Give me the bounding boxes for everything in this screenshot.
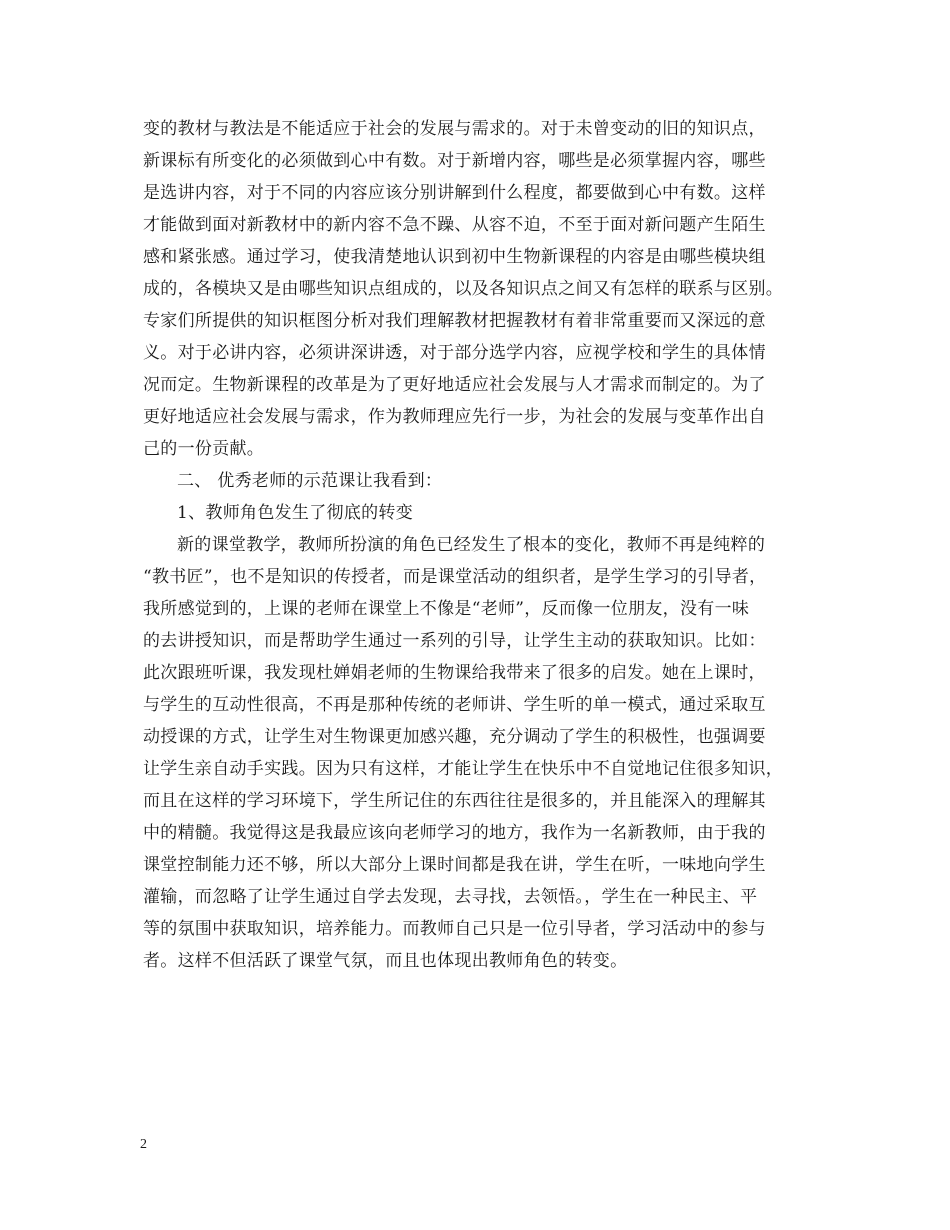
text-line: 灌输，而忽略了让学生通过自学去发现，去寻找，去领悟。，学生在一种民主、平 [143,887,758,907]
text-line: 新的课堂教学，教师所扮演的角色已经发生了根本的变化，教师不再是纯粹的 [177,535,766,555]
body-text [143,113,823,977]
text-line: 况而定。生物新课程的改革是为了更好地适应社会发展与人才需求而制定的。为了 [143,375,766,395]
text-line: 成的，各模块又是由哪些知识点组成的，以及各知识点之间又有怎样的联系与区别。 [143,279,784,299]
text-line: 义。对于必讲内容，必须讲深讲透，对于部分选学内容，应视学校和学生的具体情 [143,343,766,363]
text-line: 变的教材与教法是不能适应于社会的发展与需求的。对于未曾变动的旧的知识点， [143,119,766,139]
text-line: 感和紧张感。通过学习，使我清楚地认识到初中生物新课程的内容是由哪些模块组 [143,247,766,267]
text-line: 己的一份贡献。 [143,439,265,459]
text-line: 与学生的互动性很高，不再是那种传统的老师讲、学生听的单一模式，通过采取互 [143,695,766,715]
text-line: 新课标有所变化的必须做到心中有数。对于新增内容，哪些是必须掌握内容，哪些 [143,151,766,171]
text-line: 才能做到面对新教材中的新内容不急不躁、从容不迫，不至于面对新问题产生陌生 [143,215,766,235]
text-line: 专家们所提供的知识框图分析对我们理解教材把握教材有着非常重要而又深远的意 [143,311,766,331]
text-line: 是选讲内容，对于不同的内容应该分别讲解到什么程度，都要做到心中有数。这样 [143,183,766,203]
text-line: 更好地适应社会发展与需求，作为教师理应先行一步，为社会的发展与变革作出自 [143,407,766,427]
text-line: 的去讲授知识，而是帮助学生通过一系列的引导，让学生主动的获取知识。比如： [143,631,766,651]
text-line: 此次跟班听课，我发现杜婵娟老师的生物课给我带来了很多的启发。她在上课时， [143,663,766,683]
text-line: 中的精髓。我觉得这是我最应该向老师学习的地方，我作为一名新教师，由于我的 [143,823,766,843]
text-line: “教书匠”，也不是知识的传授者，而是课堂活动的组织者，是学生学习的引导者， [143,567,767,587]
text-line: 让学生亲自动手实践。因为只有这样，才能让学生在快乐中不自觉地记住很多知识， [143,759,784,779]
text-line: 等的氛围中获取知识，培养能力。而教师自己只是一位引导者，学习活动中的参与 [143,919,766,939]
text-line: 者。这样不但活跃了课堂气氛，而且也体现出教师角色的转变。 [143,951,628,971]
text-line: 我所感觉到的，上课的老师在课堂上不像是“老师”，反而像一位朋友，没有一味 [143,599,750,619]
text-line: 课堂控制能力还不够，所以大部分上课时间都是我在讲，学生在听，一味地向学生 [143,855,766,875]
text-line: 1、教师角色发生了彻底的转变 [177,503,414,523]
text-line: 动授课的方式，让学生对生物课更加感兴趣，充分调动了学生的积极性，也强调要 [143,727,766,747]
text-line: 而且在这样的学习环境下，学生所记住的东西往往是很多的，并且能深入的理解其 [143,791,766,811]
text-line: 二、 优秀老师的示范课让我看到： [177,471,443,491]
page-number: 2 [140,1137,147,1152]
